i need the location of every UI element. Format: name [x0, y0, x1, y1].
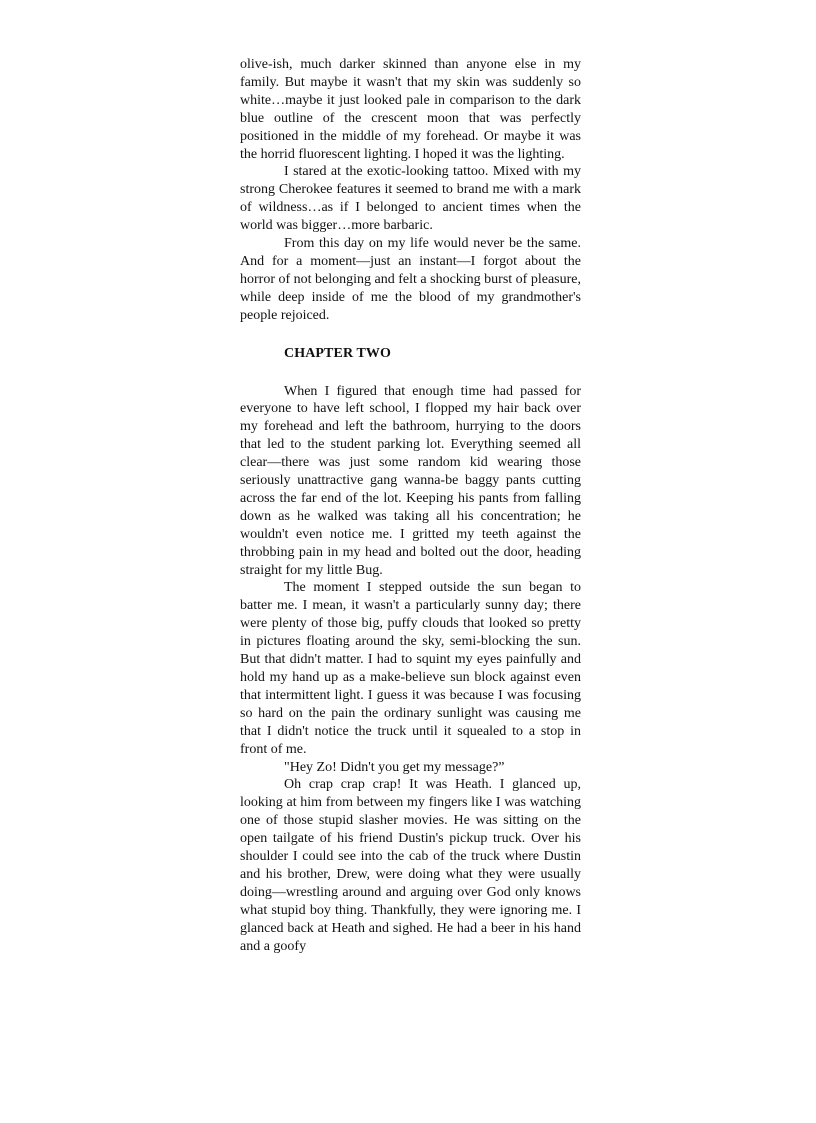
paragraph: The moment I stepped outside the sun began to batter me. I mean, it wasn't a particularly sunny day; there were plenty of those big, puffy clouds that looked so pretty in pictures floating around the sky, semi-blocking the sun. But that didn't matter. I had to squint my eyes painfully and hold my hand up as a make-believe sun block against even that intermittent light. I guess it was because I was focusing so hard on the pain the ordinary sunlight was causing me that I didn't notice the truck until it squealed to a stop in front of me. [240, 580, 581, 757]
paragraph: I stared at the exotic-looking tattoo. Mixed with my strong Cherokee features it seemed to brand me with a mark of wildness…as if I belonged to ancient times when the world was bigger…more barbaric. [240, 164, 581, 234]
paragraph: olive-ish, much darker skinned than anyone else in my family. But maybe it wasn't that my skin was suddenly so white…maybe it just looked pale in comparison to the dark blue outline of the crescent moon that was perfectly positioned in the middle of my forehead. Or maybe it was the horrid fluorescent lighting. I hoped it was the lighting. [240, 57, 581, 162]
book-page [240, 56, 581, 956]
paragraph: Oh crap crap crap! It was Heath. I glanced up, looking at him from between my fingers like I was watching one of those stupid slasher movies. He was sitting on the open tailgate of his friend Dustin's pickup truck. Over his shoulder I could see into the cab of the truck where Dustin and his brother, Drew, were doing what they were usually doing—wrestling around and arguing over God only knows what stupid boy thing. Thankfully, they were ignoring me. I glanced back at Heath and sighed. He had a beer in his hand and a goofy [240, 777, 581, 954]
paragraph: When I figured that enough time had passed for everyone to have left school, I flopped my hair back over my forehead and left the bathroom, hurrying to the doors that led to the student parking lot. Everything seemed all clear—there was just some random kid wearing those seriously unattractive gang wanna-be baggy pants cutting across the far end of the lot. Keeping his pants from falling down as he walked was taking all his concentration; he wouldn't even notice me. I gritted my teeth against the throbbing pain in my head and bolted out the door, heading straight for my little Bug. [240, 383, 581, 578]
dialogue-line: "Hey Zo! Didn't you get my message?” [284, 759, 505, 775]
paragraph: From this day on my life would never be the same. And for a moment—just an instant—I forgot about the horror of not belonging and felt a shocking burst of pleasure, while deep inside of me the blood of my grandmother's people rejoiced. [240, 236, 581, 323]
chapter-title: CHAPTER TWO [284, 345, 392, 361]
